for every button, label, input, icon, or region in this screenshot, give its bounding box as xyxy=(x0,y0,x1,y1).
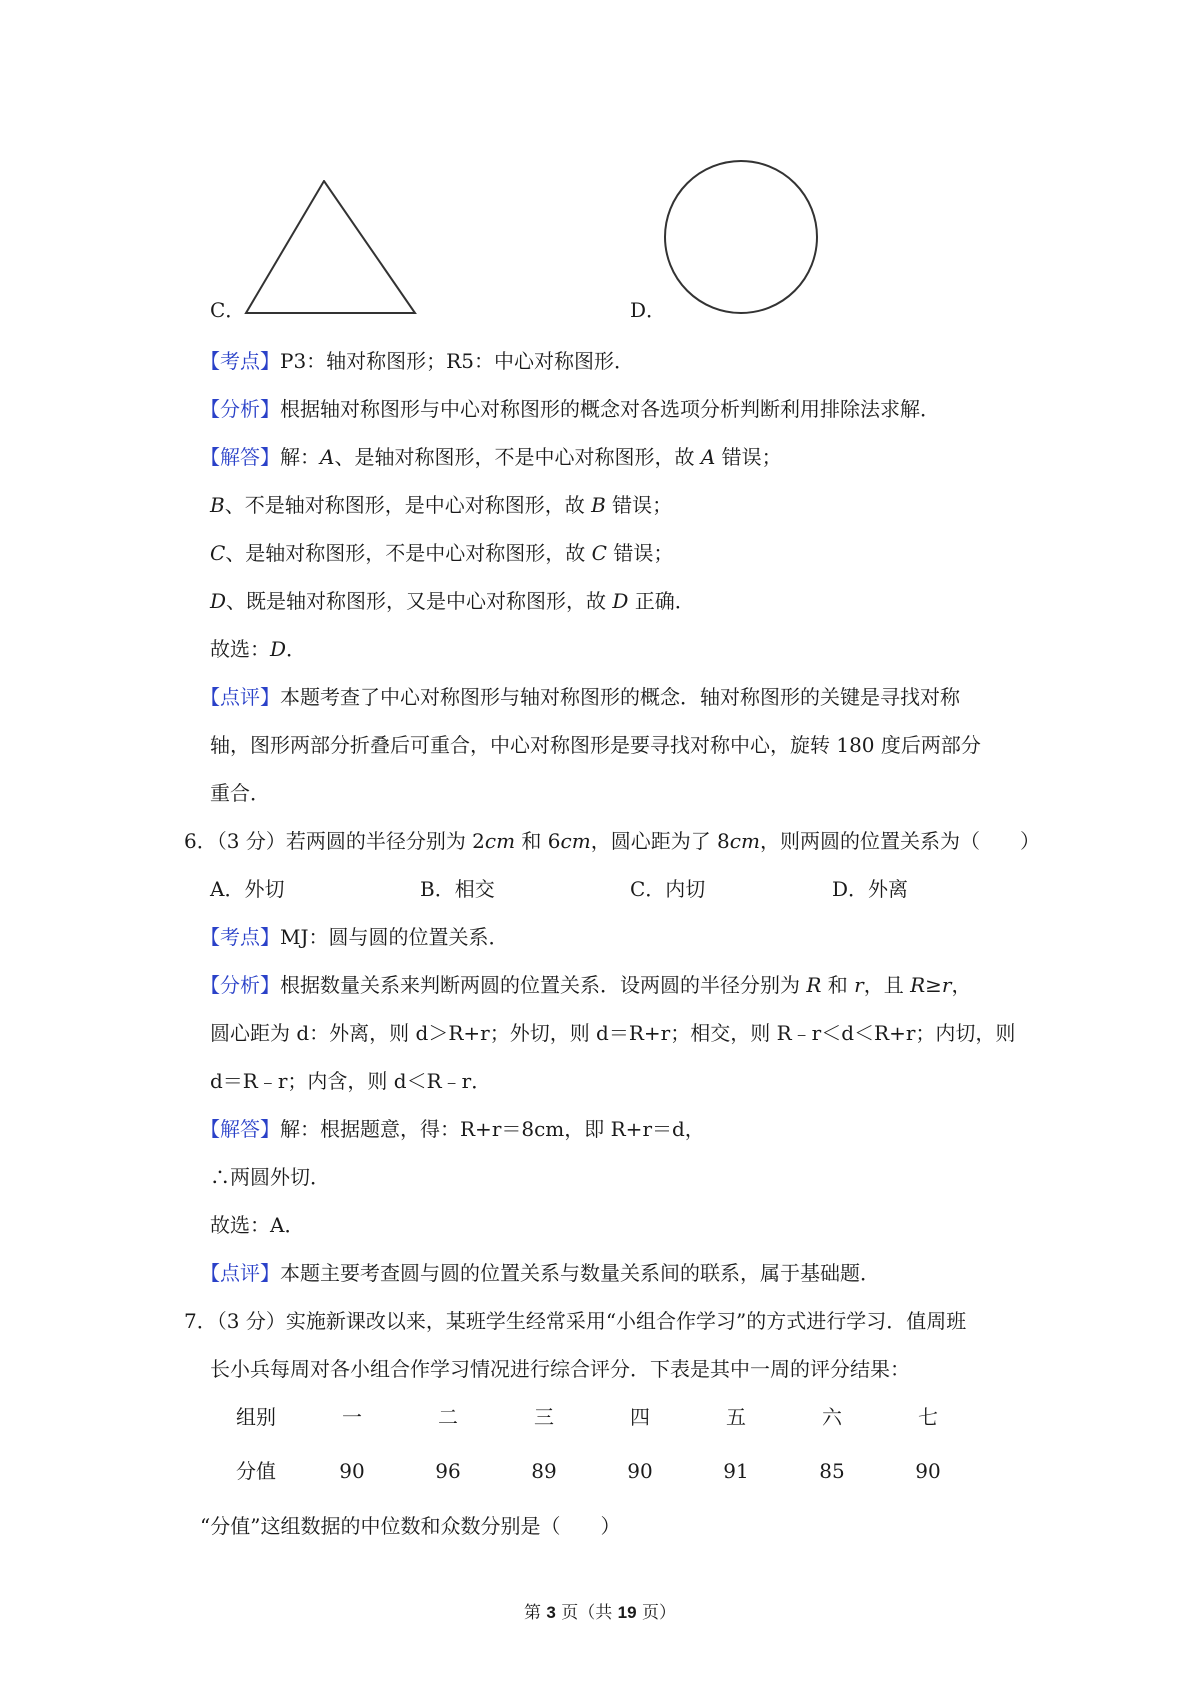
triangle-icon xyxy=(244,180,420,316)
fenxi-text: 根据轴对称图形与中心对称图形的概念对各选项分析判断利用排除法求解． xyxy=(280,397,940,421)
stem-text: （3 分）若两圆的半径分别为 2 xyxy=(216,829,485,853)
unit: cm xyxy=(729,829,760,853)
q6-choose: 故选：A． xyxy=(210,1213,305,1237)
table-cell: 91 xyxy=(723,1459,749,1483)
q6-stem xyxy=(184,827,1040,855)
var-R: R xyxy=(806,973,822,997)
table-header-cell: 五 xyxy=(726,1405,746,1429)
footer-text: 页） xyxy=(636,1603,676,1623)
table-cell: 分值 xyxy=(236,1459,276,1483)
q5-answer-b xyxy=(210,491,672,519)
option-letter: C xyxy=(210,541,226,565)
jieda-tag: 【解答】 xyxy=(200,1117,280,1141)
table-header-cell: 三 xyxy=(534,1405,554,1429)
table-cell: 90 xyxy=(627,1459,653,1483)
stem-text: ，圆心距为了 8 xyxy=(590,829,730,853)
option-letter: A xyxy=(320,445,335,469)
choose-letter: D xyxy=(270,637,287,661)
answer-end: 错误； xyxy=(612,493,673,517)
footer-text: 页（共 xyxy=(555,1603,618,1623)
table-header-cell: 七 xyxy=(918,1405,938,1429)
choose-end: ． xyxy=(286,637,307,661)
var-r: r xyxy=(941,973,952,997)
option-letter: A xyxy=(700,445,716,469)
option-letter: B xyxy=(210,493,225,517)
kaodian-tag: 【考点】 xyxy=(200,349,280,373)
fenxi-tag: 【分析】 xyxy=(200,397,280,421)
q6-therefore: ∴两圆外切． xyxy=(210,1165,330,1189)
table-header-cell: 组别 xyxy=(236,1405,276,1429)
table-header-cell: 六 xyxy=(822,1405,842,1429)
table-header-cell: 一 xyxy=(342,1405,362,1429)
q5-fenxi xyxy=(200,395,940,423)
jieda-prefix: 解： xyxy=(280,445,320,469)
dianping-tag: 【点评】 xyxy=(200,1261,280,1285)
footer-text: 第 xyxy=(523,1603,547,1623)
table-header-cell: 二 xyxy=(438,1405,458,1429)
q6-fenxi-l2: 圆心距为 d：外离，则 d＞R+r；外切，则 d＝R+r；相交，则 R﹣r＜d＜R+r；内切，则 xyxy=(210,1021,1016,1045)
q6-option-a: A．外切 xyxy=(210,877,285,901)
dianping-text: 本题主要考查圆与圆的位置关系与数量关系间的联系，属于基础题． xyxy=(280,1261,880,1285)
q5-answer-d xyxy=(210,587,695,615)
option-letter: D xyxy=(210,589,227,613)
question-number: 6． xyxy=(184,829,217,853)
option-letter: C xyxy=(591,541,607,565)
fenxi-tag: 【分析】 xyxy=(200,973,280,997)
table-cell: 96 xyxy=(435,1459,461,1483)
table-header-cell: 四 xyxy=(630,1405,650,1429)
q6-fenxi-l3: d＝R﹣r；内含，则 d＜R﹣r． xyxy=(210,1069,492,1093)
stem-text: 和 6 xyxy=(515,829,561,853)
var-r: r xyxy=(854,973,864,997)
q5-kaodian xyxy=(200,347,634,375)
q6-option-b: B．相交 xyxy=(420,877,495,901)
q5-dianping-l2: 轴，图形两部分折叠后可重合，中心对称图形是要寻找对称中心，旋转 180 度后两部分 xyxy=(210,733,981,757)
option-letter: B xyxy=(591,493,606,517)
answer-text: 、不是轴对称图形，是中心对称图形，故 xyxy=(224,493,585,517)
q6-fenxi xyxy=(200,971,971,999)
table-cell: 90 xyxy=(915,1459,941,1483)
circle-icon xyxy=(662,158,820,316)
unit: cm xyxy=(484,829,516,853)
answer-end: 错误； xyxy=(613,541,674,565)
question-number: 7． xyxy=(184,1309,217,1333)
q6-option-d: D．外离 xyxy=(832,877,909,901)
stem-text: （3 分）实施新课改以来，某班学生经常采用“小组合作学习”的方式进行学习．值周班 xyxy=(216,1309,967,1333)
var-R: R xyxy=(910,973,926,997)
fenxi-text: 和 xyxy=(821,973,855,997)
unit: cm xyxy=(560,829,591,853)
page-number: 3 xyxy=(546,1603,556,1622)
q5-answer-c xyxy=(210,539,673,567)
choose-prefix: 故选： xyxy=(210,637,270,661)
q6-jieda xyxy=(200,1115,705,1143)
fenxi-text: ， xyxy=(951,973,972,997)
kaodian-text: P3：轴对称图形；R5：中心对称图形． xyxy=(280,349,634,373)
stem-text: ，则两圆的位置关系为（ ） xyxy=(759,829,1040,853)
q5-dianping-l3: 重合． xyxy=(210,781,270,805)
q7-stem-l2: 长小兵每周对各小组合作学习情况进行综合评分．下表是其中一周的评分结果： xyxy=(210,1357,910,1381)
answer-text: 、是轴对称图形，不是中心对称图形，故 xyxy=(334,445,695,469)
fenxi-text: ，且 xyxy=(863,973,911,997)
q6-kaodian xyxy=(200,923,509,951)
jieda-tag: 【解答】 xyxy=(200,445,280,469)
option-letter: D xyxy=(612,589,629,613)
q5-choose xyxy=(210,635,306,663)
dianping-tag: 【点评】 xyxy=(200,685,280,709)
q7-stem-l1 xyxy=(184,1307,966,1335)
dianping-text: 本题考查了中心对称图形与轴对称图形的概念．轴对称图形的关键是寻找对称 xyxy=(280,685,960,709)
jieda-text: 解：根据题意，得：R+r＝8cm，即 R+r＝d， xyxy=(280,1117,705,1141)
answer-end: 错误； xyxy=(721,445,782,469)
table-cell: 89 xyxy=(531,1459,557,1483)
page-footer xyxy=(0,1598,1200,1623)
q6-option-c: C．内切 xyxy=(630,877,706,901)
total-pages: 19 xyxy=(617,1603,637,1622)
figure-d-label: D． xyxy=(630,298,667,322)
kaodian-text: MJ：圆与圆的位置关系． xyxy=(280,925,509,949)
table-cell: 90 xyxy=(339,1459,365,1483)
table-cell: 85 xyxy=(819,1459,845,1483)
kaodian-tag: 【考点】 xyxy=(200,925,280,949)
fenxi-text: 根据数量关系来判断两圆的位置关系．设两圆的半径分别为 xyxy=(280,973,807,997)
q5-jieda xyxy=(200,443,782,471)
q5-dianping xyxy=(200,683,960,711)
figure-c-label: C． xyxy=(210,298,246,322)
q7-question: “分值”这组数据的中位数和众数分别是（ ） xyxy=(200,1514,621,1538)
q6-dianping xyxy=(200,1259,880,1287)
answer-text: 、是轴对称图形，不是中心对称图形，故 xyxy=(225,541,586,565)
answer-end: 正确． xyxy=(634,589,695,613)
answer-text: 、既是轴对称图形，又是中心对称图形，故 xyxy=(226,589,607,613)
ge-symbol: ≥ xyxy=(925,973,942,997)
